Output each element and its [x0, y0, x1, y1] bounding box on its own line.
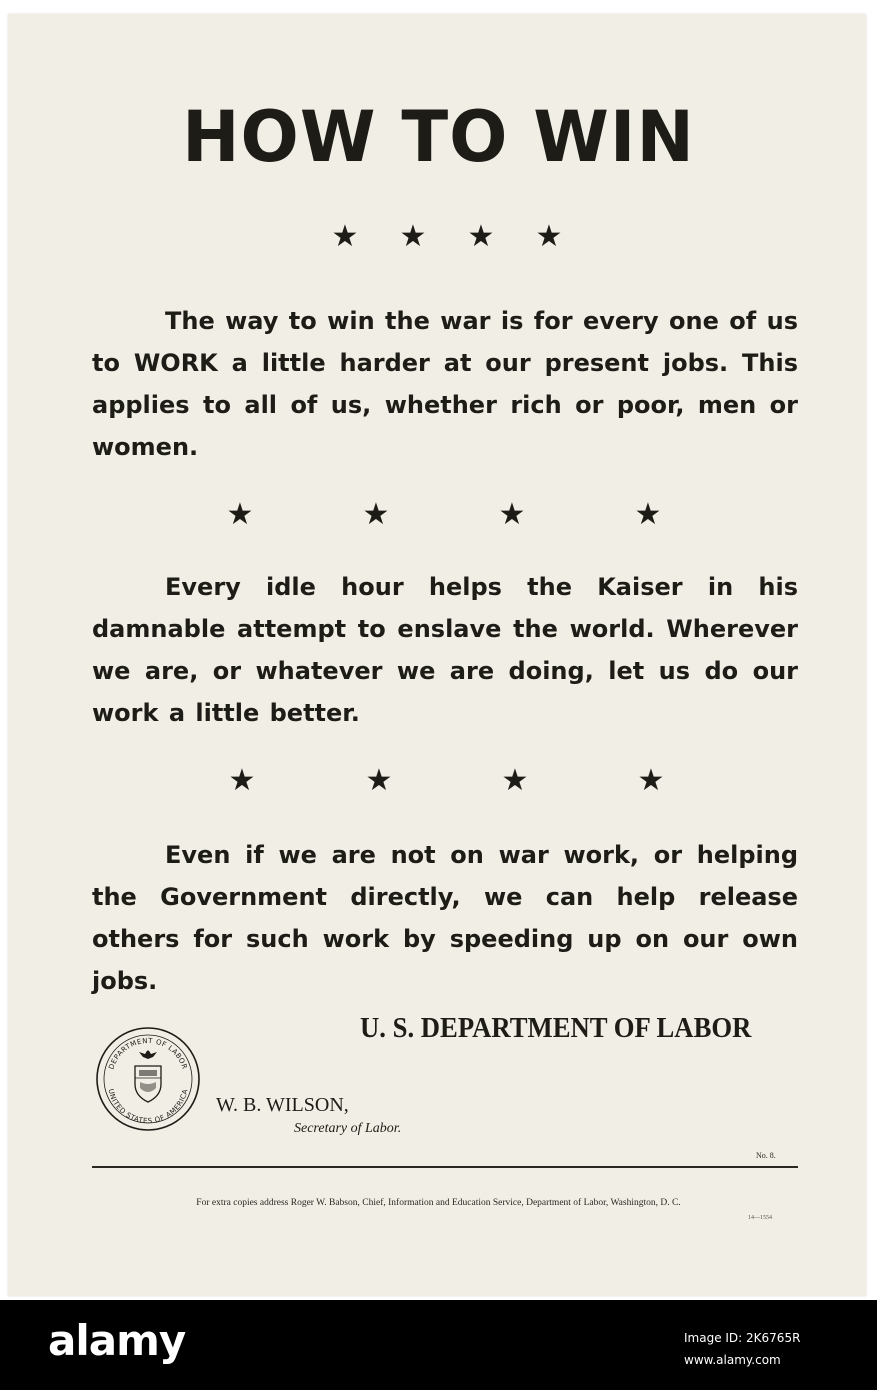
star-icon: ★ [365, 763, 393, 798]
star-icon: ★ [226, 497, 254, 532]
star-row-3 [0, 763, 877, 798]
footer-note: For extra copies address Roger W. Babson, Chief, Information and Education Service, Department of Labor, Washington, D. C. [196, 1198, 681, 1208]
svg-text:UNITED STATES OF AMERICA [106, 1088, 189, 1125]
signer-title: Secretary of Labor. [294, 1121, 402, 1136]
star-icon: ★ [498, 497, 526, 532]
department-seal-icon [95, 1026, 201, 1132]
star-icon: ★ [362, 497, 390, 532]
image-id-block [684, 1327, 800, 1371]
seal-bottom-text: UNITED STATES OF AMERICA [106, 1088, 190, 1126]
image-id-label: Image ID: 2K6765R [684, 1331, 801, 1345]
star-icon: ★ [535, 219, 563, 254]
star-icon: ★ [228, 763, 256, 798]
paragraph-1: The way to win the war is for every one of us to WORK a little harder at our present jobs. This applies to all of us, whether rich or poor, men or women. [92, 307, 798, 461]
star-icon: ★ [501, 763, 529, 798]
department-signature: U. S. DEPARTMENT OF LABOR [360, 1012, 752, 1044]
divider-rule [92, 1166, 798, 1168]
star-row-2 [0, 497, 877, 532]
image-site-url: www.alamy.com [684, 1353, 781, 1367]
star-icon: ★ [634, 497, 662, 532]
print-code: 14—1554 [748, 1215, 772, 1221]
star-icon: ★ [467, 219, 495, 254]
paragraph-2: Every idle hour helps the Kaiser in his damnable attempt to enslave the world. Wherever we are, or whatever we are doing, let us do our work a little better. [92, 573, 798, 727]
star-icon: ★ [331, 219, 359, 254]
signer-name: W. B. WILSON, [216, 1094, 349, 1116]
poster-title: HOW TO WIN [182, 96, 695, 178]
star-icon: ★ [399, 219, 427, 254]
seal-top-text: DEPARTMENT OF LABOR [107, 1036, 189, 1071]
star-row-1 [0, 219, 877, 254]
star-icon: ★ [637, 763, 665, 798]
watermark-banner [0, 1300, 877, 1390]
brand-logo: alamy [48, 1316, 186, 1365]
paragraph-3: Even if we are not on war work, or helping the Government directly, we can help release others for such work by speeding up on our own jobs. [92, 841, 798, 995]
issue-number: No. 8. [756, 1151, 776, 1160]
